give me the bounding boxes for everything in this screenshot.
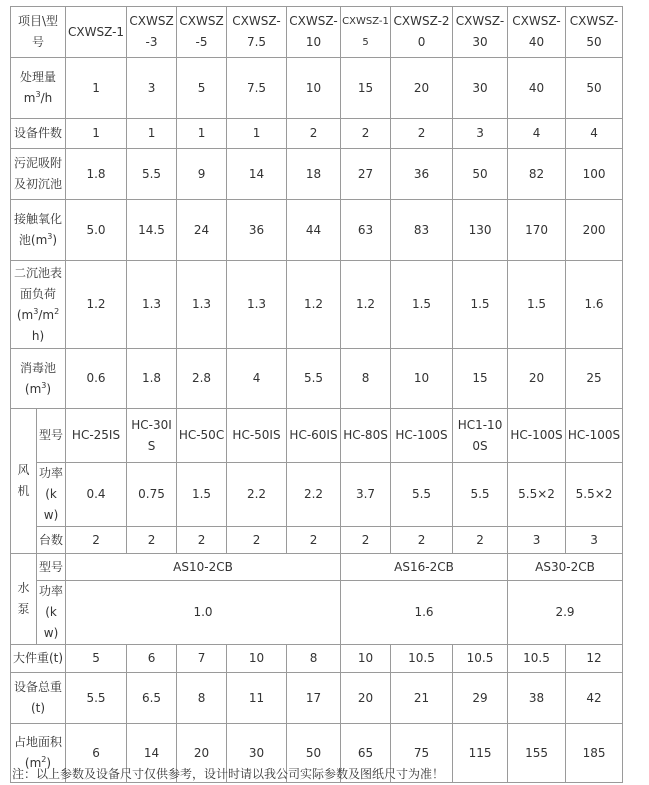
sludge-tank-value: 18 — [287, 149, 341, 200]
sludge-tank-value: 82 — [508, 149, 566, 200]
header-model: CXWSZ-1 — [66, 7, 127, 58]
oxidation-tank-value: 5.0 — [66, 200, 127, 261]
sludge-tank-value: 14 — [227, 149, 287, 200]
surface-load-value: 1.3 — [227, 261, 287, 349]
total-weight-value: 20 — [341, 673, 391, 724]
max-piece-weight-value: 12 — [566, 645, 623, 673]
sludge-tank-value: 5.5 — [127, 149, 177, 200]
disinfection-value: 5.5 — [287, 349, 341, 409]
oxidation-tank-value: 14.5 — [127, 200, 177, 261]
blower-model-value: HC-50C — [177, 409, 227, 463]
blower-power-value: 5.5×2 — [508, 463, 566, 527]
oxidation-tank-value: 36 — [227, 200, 287, 261]
oxidation-tank-value: 63 — [341, 200, 391, 261]
max-piece-weight-label: 大件重(t) — [11, 645, 66, 673]
total-weight-value: 5.5 — [66, 673, 127, 724]
header-model: CXWSZ-3 — [127, 7, 177, 58]
total-weight-value: 38 — [508, 673, 566, 724]
blower-power-row — [11, 463, 623, 527]
header-model: CXWSZ-7.5 — [227, 7, 287, 58]
footnote: 注：以上参数及设备尺寸仅供参考，设计时请以我公司实际参数及图纸尺寸为准！ — [12, 767, 445, 781]
sludge-tank-value: 27 — [341, 149, 391, 200]
disinfection-value: 15 — [453, 349, 508, 409]
units-value: 1 — [127, 119, 177, 149]
oxidation-tank-value: 24 — [177, 200, 227, 261]
blower-model-value: HC-100S — [566, 409, 623, 463]
footprint-value: 185 — [566, 724, 623, 783]
disinfection-value: 1.8 — [127, 349, 177, 409]
blower-power-value: 5.5 — [453, 463, 508, 527]
pump-group-label: 水 泵 — [11, 554, 37, 645]
blower-power-value: 0.4 — [66, 463, 127, 527]
capacity-value: 50 — [566, 58, 623, 119]
blower-power-value: 5.5 — [391, 463, 453, 527]
header-model: CXWSZ-20 — [391, 7, 453, 58]
header-model: CXWSZ-50 — [566, 7, 623, 58]
footprint-label: 占地面积 $(m^2)$ — [11, 724, 66, 783]
disinfection-value: 8 — [341, 349, 391, 409]
capacity-value: 5 — [177, 58, 227, 119]
footprint-value: 30 — [227, 724, 287, 783]
units-label: 设备件数 — [11, 119, 66, 149]
blower-model-label: 型号 — [37, 409, 66, 463]
header-row — [11, 7, 623, 58]
max-piece-weight-value: 6 — [127, 645, 177, 673]
blower-count-label: 台数 — [37, 527, 66, 554]
total-weight-label: 设备总重(t) — [11, 673, 66, 724]
footprint-value: 115 — [453, 724, 508, 783]
surface-load-value: 1.6 — [566, 261, 623, 349]
oxidation-tank-row — [11, 200, 623, 261]
units-value: 3 — [453, 119, 508, 149]
total-weight-value: 11 — [227, 673, 287, 724]
footprint-value: 20 — [177, 724, 227, 783]
surface-load-value: 1.2 — [341, 261, 391, 349]
pump-model-value: AS30-2CB — [508, 554, 623, 581]
max-piece-weight-value: 8 — [287, 645, 341, 673]
blower-model-value: HC-50IS — [227, 409, 287, 463]
header-model: CXWSZ-10 — [287, 7, 341, 58]
sludge-tank-value: 1.8 — [66, 149, 127, 200]
header-model: CXWSZ-40 — [508, 7, 566, 58]
disinfection-value: 2.8 — [177, 349, 227, 409]
max-piece-weight-value: 10 — [227, 645, 287, 673]
disinfection-value: 0.6 — [66, 349, 127, 409]
blower-group-label: 风 机 — [11, 409, 37, 554]
blower-count-value: 2 — [453, 527, 508, 554]
blower-model-value: HC-100S — [391, 409, 453, 463]
blower-model-value: HC-60IS — [287, 409, 341, 463]
disinfection-value: 4 — [227, 349, 287, 409]
units-value: 1 — [227, 119, 287, 149]
blower-power-value: 0.75 — [127, 463, 177, 527]
footprint-value: 14 — [127, 724, 177, 783]
max-piece-weight-value: 7 — [177, 645, 227, 673]
pump-power-label: 功率(kw) — [37, 581, 66, 645]
surface-load-value: 1.2 — [287, 261, 341, 349]
total-weight-value: 21 — [391, 673, 453, 724]
pump-power-value: 2.9 — [508, 581, 623, 645]
units-row — [11, 119, 623, 149]
total-weight-value: 8 — [177, 673, 227, 724]
units-value: 4 — [508, 119, 566, 149]
pump-model-value: AS10-2CB — [66, 554, 341, 581]
max-piece-weight-value: 5 — [66, 645, 127, 673]
blower-count-value: 3 — [566, 527, 623, 554]
header-label: 项目\型号 — [11, 7, 66, 58]
blower-power-value: 1.5 — [177, 463, 227, 527]
blower-model-value: HC-80S — [341, 409, 391, 463]
total-weight-value: 17 — [287, 673, 341, 724]
capacity-value: 40 — [508, 58, 566, 119]
sludge-tank-value: 50 — [453, 149, 508, 200]
max-piece-weight-value: 10.5 — [508, 645, 566, 673]
pump-power-value: 1.0 — [66, 581, 341, 645]
blower-model-row — [11, 409, 623, 463]
blower-model-value: HC1-100S — [453, 409, 508, 463]
blower-model-value: HC-100S — [508, 409, 566, 463]
blower-count-value: 2 — [341, 527, 391, 554]
blower-power-value: 2.2 — [287, 463, 341, 527]
max-piece-weight-value: 10 — [341, 645, 391, 673]
surface-load-value: 1.5 — [391, 261, 453, 349]
total-weight-value: 42 — [566, 673, 623, 724]
blower-count-row — [11, 527, 623, 554]
pump-power-value: 1.6 — [341, 581, 508, 645]
oxidation-tank-value: 170 — [508, 200, 566, 261]
sludge-tank-value: 100 — [566, 149, 623, 200]
blower-count-value: 2 — [127, 527, 177, 554]
units-value: 4 — [566, 119, 623, 149]
blower-power-label: 功率(kw) — [37, 463, 66, 527]
footprint-value: 6 — [66, 724, 127, 783]
capacity-value: 7.5 — [227, 58, 287, 119]
capacity-value: 20 — [391, 58, 453, 119]
header-model: CXWSZ-30 — [453, 7, 508, 58]
sludge-tank-label: 污泥吸附及初沉池 — [11, 149, 66, 200]
units-value: 2 — [287, 119, 341, 149]
disinfection-row — [11, 349, 623, 409]
blower-count-value: 2 — [227, 527, 287, 554]
disinfection-value: 20 — [508, 349, 566, 409]
oxidation-tank-value: 200 — [566, 200, 623, 261]
footprint-value: 50 — [287, 724, 341, 783]
header-model: CXWSZ-15 — [341, 7, 391, 58]
capacity-value: 3 — [127, 58, 177, 119]
surface-load-value: 1.5 — [508, 261, 566, 349]
capacity-value: 1 — [66, 58, 127, 119]
total-weight-value: 29 — [453, 673, 508, 724]
footprint-value: 65 — [341, 724, 391, 783]
pump-model-label: 型号 — [37, 554, 66, 581]
pump-power-row — [11, 581, 623, 645]
blower-power-value: 2.2 — [227, 463, 287, 527]
units-value: 1 — [66, 119, 127, 149]
oxidation-tank-value: 83 — [391, 200, 453, 261]
surface-load-value: 1.5 — [453, 261, 508, 349]
spec-table — [10, 6, 623, 783]
units-value: 1 — [177, 119, 227, 149]
disinfection-label: 消毒池 $(m^3)$ — [11, 349, 66, 409]
footprint-value: 155 — [508, 724, 566, 783]
units-value: 2 — [391, 119, 453, 149]
capacity-value: 30 — [453, 58, 508, 119]
sludge-tank-row — [11, 149, 623, 200]
surface-load-label: 二沉池表面负荷$(m^3/m^2h)$ — [11, 261, 66, 349]
surface-load-value: 1.3 — [127, 261, 177, 349]
blower-count-value: 2 — [391, 527, 453, 554]
surface-load-value: 1.3 — [177, 261, 227, 349]
blower-power-value: 5.5×2 — [566, 463, 623, 527]
blower-count-value: 3 — [508, 527, 566, 554]
capacity-row — [11, 58, 623, 119]
pump-model-row — [11, 554, 623, 581]
capacity-value: 10 — [287, 58, 341, 119]
units-value: 2 — [341, 119, 391, 149]
surface-load-value: 1.2 — [66, 261, 127, 349]
capacity-label: 处理量 $m^3/h$ — [11, 58, 66, 119]
total-weight-row — [11, 673, 623, 724]
oxidation-tank-label: 接触氧化池$(m^3)$ — [11, 200, 66, 261]
blower-power-value: 3.7 — [341, 463, 391, 527]
oxidation-tank-value: 130 — [453, 200, 508, 261]
max-piece-weight-value: 10.5 — [453, 645, 508, 673]
blower-count-value: 2 — [287, 527, 341, 554]
pump-model-value: AS16-2CB — [341, 554, 508, 581]
disinfection-value: 25 — [566, 349, 623, 409]
disinfection-value: 10 — [391, 349, 453, 409]
sludge-tank-value: 9 — [177, 149, 227, 200]
blower-count-value: 2 — [177, 527, 227, 554]
surface-load-row — [11, 261, 623, 349]
blower-count-value: 2 — [66, 527, 127, 554]
sludge-tank-value: 36 — [391, 149, 453, 200]
blower-model-value: HC-25IS — [66, 409, 127, 463]
capacity-value: 15 — [341, 58, 391, 119]
footprint-value: 75 — [391, 724, 453, 783]
max-piece-weight-value: 10.5 — [391, 645, 453, 673]
header-model: CXWSZ-5 — [177, 7, 227, 58]
total-weight-value: 6.5 — [127, 673, 177, 724]
oxidation-tank-value: 44 — [287, 200, 341, 261]
max-piece-weight-row — [11, 645, 623, 673]
blower-model-value: HC-30IS — [127, 409, 177, 463]
